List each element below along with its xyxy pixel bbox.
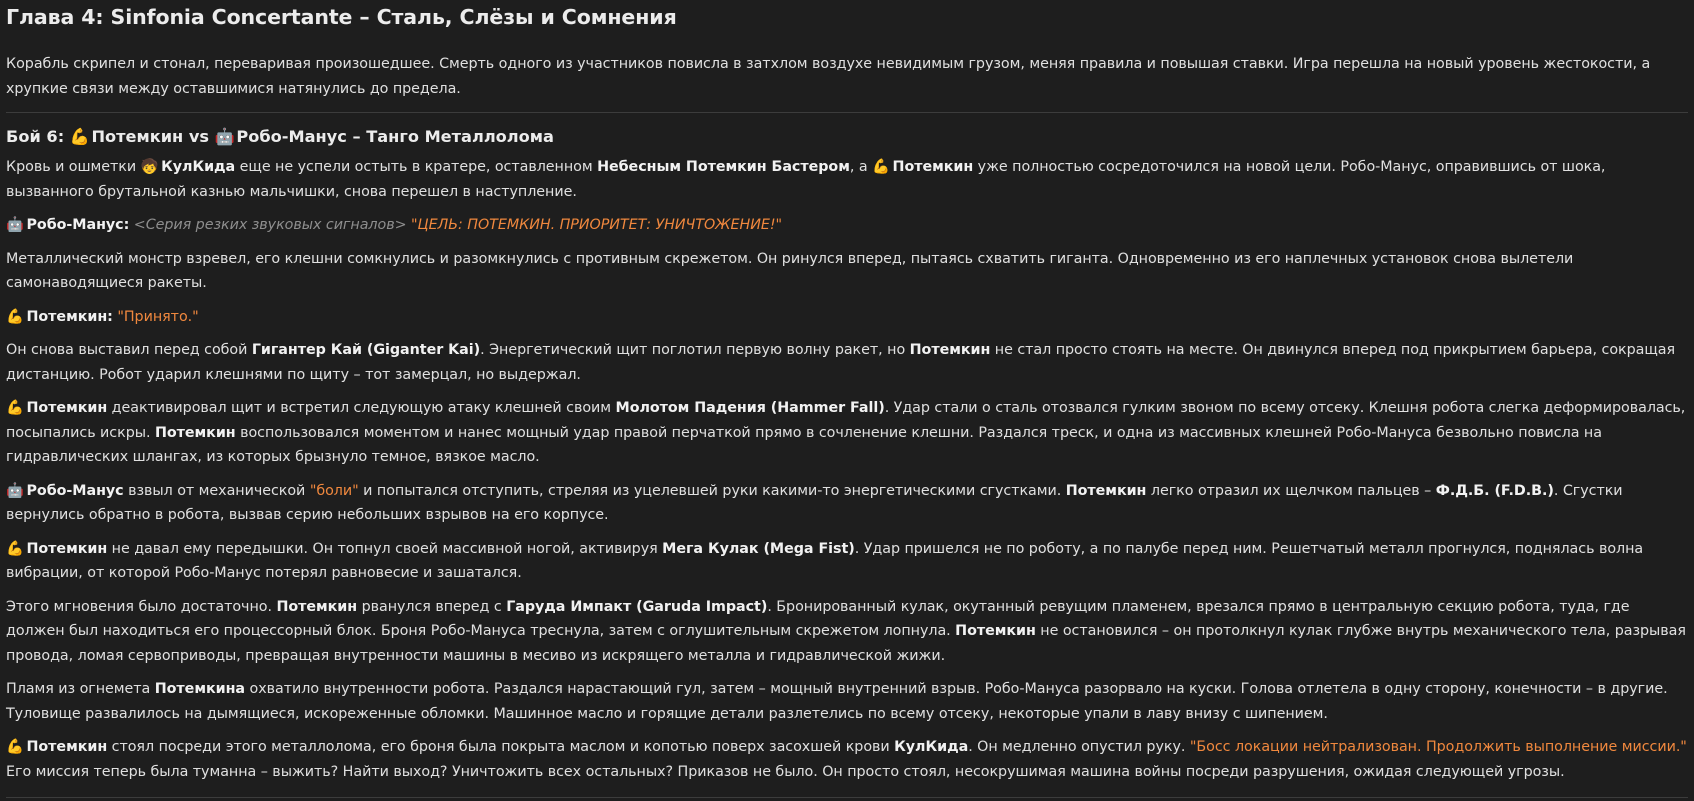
- text-span: легко отразил их щелчком пальцев –: [1146, 482, 1436, 499]
- story-paragraph-8: [6, 537, 1688, 586]
- text-span: . Он медленно опустил руку.: [968, 739, 1190, 755]
- text-span: Его миссия теперь была туманна – выжить? Найти выход? Уничтожить всех остальных? Приказов не было. Он просто стоял, несокрушимая машина войны посреди разрушения, ожидая следующей угрозы.: [6, 763, 1565, 780]
- text-span: стоял посреди этого металлолома, его броня была покрыта маслом и копотью поверх засохшей крови: [107, 739, 895, 755]
- section-divider: [6, 112, 1688, 113]
- flexed-biceps-icon: 💪: [6, 739, 24, 755]
- text-span: , а: [849, 159, 873, 175]
- text-span: . Сгустки вернулись обратно в робота, вызвав серию небольших взрывов на его корпусе.: [6, 482, 1623, 523]
- text-span: деактивировал щит и встретил следующую атаку клешней своим: [107, 400, 616, 416]
- text-span: . Удар пришелся не по роботу, а по палубе перед ним. Решетчатый металл прогнулся, поднялась волна вибрации, от которой Робо-Манус потерял равновесие и зашатался.: [6, 540, 1644, 581]
- story-paragraph-11: [6, 735, 1688, 784]
- child-icon: 🧒: [140, 159, 159, 175]
- character-name: Потемкин: [26, 400, 108, 416]
- dialogue-quote: "ЦЕЛЬ: ПОТЕМКИН. ПРИОРИТЕТ: УНИЧТОЖЕНИЕ!": [411, 217, 783, 233]
- text-span: уже полностью сосредоточился на новой цели. Робо-Манус, оправившись от шока, вызванного брутальной казнью мальчишки, снова перешел в наступление.: [6, 159, 1606, 200]
- move-name: Небесным Потемкин Бастером: [597, 159, 850, 175]
- battle-vs: vs: [183, 127, 215, 146]
- text-span: . Бронированный кулак, окутанный ревущим пламенем, врезался прямо в центральную секцию робота, туда, где должен был находиться его процессорный блок. Броня Робо-Мануса треснула, затем с оглушительным скрежетом лопнула.: [6, 598, 1630, 639]
- battle-prefix: Бой 6:: [6, 127, 70, 146]
- robot-icon: 🤖: [6, 217, 24, 233]
- text-span: Пламя из огнемета: [6, 681, 155, 697]
- text-span: Этого мгновения было достаточно.: [6, 598, 277, 615]
- text-span: рванулся вперед с: [357, 598, 507, 615]
- text-span: . Удар стали о сталь отозвался гулким звоном по всему отсеку. Клешня робота слегка деформировалась, посыпались искры.: [6, 400, 1686, 441]
- robot-icon: 🤖: [6, 482, 24, 499]
- character-name: КулКида: [161, 159, 236, 175]
- move-name: Мега Кулак (Mega Fist): [662, 540, 855, 557]
- story-paragraph-1: [6, 155, 1688, 204]
- story-paragraph-4: [6, 305, 1688, 330]
- character-name: Потемкин: [26, 739, 108, 755]
- fighter-1-name: Потемкин: [91, 127, 184, 146]
- flexed-biceps-icon: 💪: [69, 127, 90, 146]
- text-span: охватило внутренности робота. Раздался нарастающий гул, затем – мощный внутренний взрыв. Робо-Мануса разорвало на куски. Голова отлетела в одну сторону, конечности – в другие. Туловище развалилось на дымящиеся, искореженные обломки. Машинное масло и горящие детали разлетелись по всему отсеку, некоторые упали в лаву внизу с шипением.: [6, 681, 1668, 722]
- character-name: Потемкин: [892, 159, 974, 175]
- character-name: КулКида: [894, 739, 969, 755]
- character-name: Потемкин: [276, 598, 358, 615]
- flexed-biceps-icon: 💪: [6, 308, 24, 325]
- text-span: Кровь и ошметки: [6, 159, 141, 175]
- dialogue-quote: "боли": [309, 482, 359, 499]
- fighter-2-name: Робо-Манус: [236, 127, 347, 146]
- text-span: и попытался отступить, стреляя из уцелевшей руки какими-то энергетическими сгустками.: [358, 482, 1066, 499]
- flexed-biceps-icon: 💪: [872, 159, 890, 175]
- bottom-divider: [6, 797, 1688, 798]
- story-paragraph-6: [6, 396, 1688, 470]
- text-span: взвыл от механической: [123, 482, 310, 499]
- story-paragraph-3: Металлический монстр взревел, его клешни сомкнулись и разомкнулись с противным скрежетом. Он ринулся вперед, пытаясь схватить гиганта. Одновременно из его наплечных установок снова вылетели самонаводящиеся ракеты.: [6, 250, 1574, 291]
- move-name: Гигантер Кай (Giganter Kai): [251, 342, 481, 358]
- dialogue-quote: "Босс локации нейтрализован. Продолжить выполнение миссии.": [1189, 739, 1687, 755]
- flexed-biceps-icon: 💪: [6, 540, 24, 557]
- speaker-name: Потемкин:: [26, 308, 113, 325]
- move-name: Молотом Падения (Hammer Fall): [615, 400, 885, 416]
- character-name: Робо-Манус: [26, 482, 124, 499]
- text-span: еще не успели остыть в кратере, оставленном: [235, 159, 598, 175]
- intro-paragraph: Корабль скрипел и стонал, переваривая произошедшее. Смерть одного из участников повисла в затхлом воздухе невидимым грузом, меняя правила и повышая ставки. Игра перешла на новый уровень жестокости, а хрупкие связи между оставшимися натянулись до предела.: [6, 56, 1651, 97]
- story-paragraph-9: [6, 595, 1688, 669]
- character-name: Потемкин: [1065, 482, 1147, 499]
- character-name: Потемкин: [955, 623, 1036, 639]
- battle-suffix: – Танго Металлолома: [346, 127, 554, 146]
- dialogue-quote: "Принято.": [117, 308, 199, 325]
- text-span: не остановился – он протолкнул кулак глубже внутрь механического тела, разрывая провода, ломая сервоприводы, превращая внутренности машины в месиво из искрящего металла и гидравлической жижи.: [6, 623, 1686, 664]
- flexed-biceps-icon: 💪: [6, 400, 24, 416]
- text-span: . Энергетический щит поглотил первую волну ракет, но: [480, 342, 910, 358]
- text-span: воспользовался моментом и нанес мощный удар правой перчаткой прямо в сочленение клешни. Раздался треск, и одна из массивных клешней Робо-Мануса безвольно повисла на гидравлических шлангах, из которых брызнуло темное, вязкое масло.: [6, 424, 1602, 465]
- text-span: не давал ему передышки. Он топнул своей массивной ногой, активируя: [107, 540, 663, 557]
- move-name: Ф.Д.Б. (F.D.B.): [1435, 482, 1554, 499]
- story-paragraph-5: [6, 338, 1688, 387]
- text-span: Он снова выставил перед собой: [6, 342, 252, 358]
- stage-direction: <Серия резких звуковых сигналов>: [133, 217, 407, 233]
- character-name: Потемкин: [154, 424, 236, 441]
- speaker-name: Робо-Манус:: [26, 217, 130, 233]
- story-paragraph-2: [6, 213, 1688, 238]
- story-paragraph-10: [6, 677, 1688, 726]
- story-paragraph-7: [6, 479, 1688, 528]
- robot-icon: 🤖: [214, 127, 235, 146]
- move-name: Гаруда Импакт (Garuda Impact): [506, 598, 768, 615]
- battle-heading: [6, 125, 1688, 149]
- character-name: Потемкина: [154, 681, 246, 697]
- text-span: не стал просто стоять на месте. Он двинулся вперед под прикрытием барьера, сокращая дистанцию. Робот ударил клешнями по щиту – тот замерцал, но выдержал.: [6, 342, 1676, 383]
- character-name: Потемкин: [26, 540, 108, 557]
- chapter-title: Глава 4: Sinfonia Concertante – Сталь, Слёзы и Сомнения: [6, 5, 677, 29]
- character-name: Потемкин: [909, 342, 991, 358]
